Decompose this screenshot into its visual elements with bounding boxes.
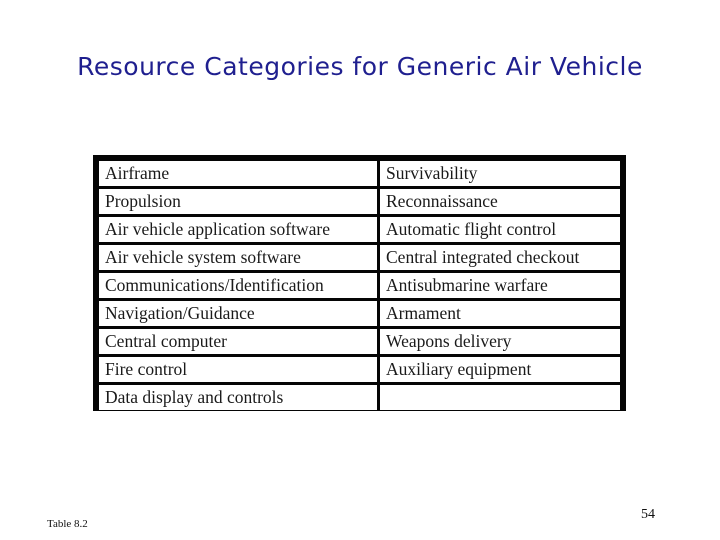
table-row — [99, 385, 620, 410]
table-cell-left: Communications/Identification — [99, 273, 377, 298]
table-cell-left: Propulsion — [99, 189, 377, 214]
resource-table-frame — [93, 155, 626, 411]
table-cell-right: Weapons delivery — [380, 329, 620, 354]
table-caption: Table 8.2 — [47, 518, 88, 530]
table-cell-left: Air vehicle application software — [99, 217, 377, 242]
table-cell-left: Airframe — [99, 161, 377, 186]
table-cell-right: Armament — [380, 301, 620, 326]
table-row — [99, 301, 620, 326]
table-cell-right-empty — [380, 385, 620, 410]
table-cell-right: Reconnaissance — [380, 189, 620, 214]
table-row — [99, 161, 620, 186]
table-cell-left: Data display and controls — [99, 385, 377, 410]
table-cell-left: Fire control — [99, 357, 377, 382]
table-row — [99, 217, 620, 242]
slide-title: Resource Categories for Generic Air Vehicle — [77, 52, 643, 81]
table-row — [99, 189, 620, 214]
page-number: 54 — [641, 507, 655, 522]
table-row — [99, 357, 620, 382]
table-cell-left: Air vehicle system software — [99, 245, 377, 270]
resource-categories-table — [96, 158, 623, 413]
table-cell-right: Survivability — [380, 161, 620, 186]
table-row — [99, 329, 620, 354]
table-row — [99, 273, 620, 298]
table-cell-right: Central integrated checkout — [380, 245, 620, 270]
table-cell-right: Auxiliary equipment — [380, 357, 620, 382]
table-row — [99, 245, 620, 270]
table-cell-left: Navigation/Guidance — [99, 301, 377, 326]
table-cell-right: Automatic flight control — [380, 217, 620, 242]
table-cell-left: Central computer — [99, 329, 377, 354]
table-cell-right: Antisubmarine warfare — [380, 273, 620, 298]
